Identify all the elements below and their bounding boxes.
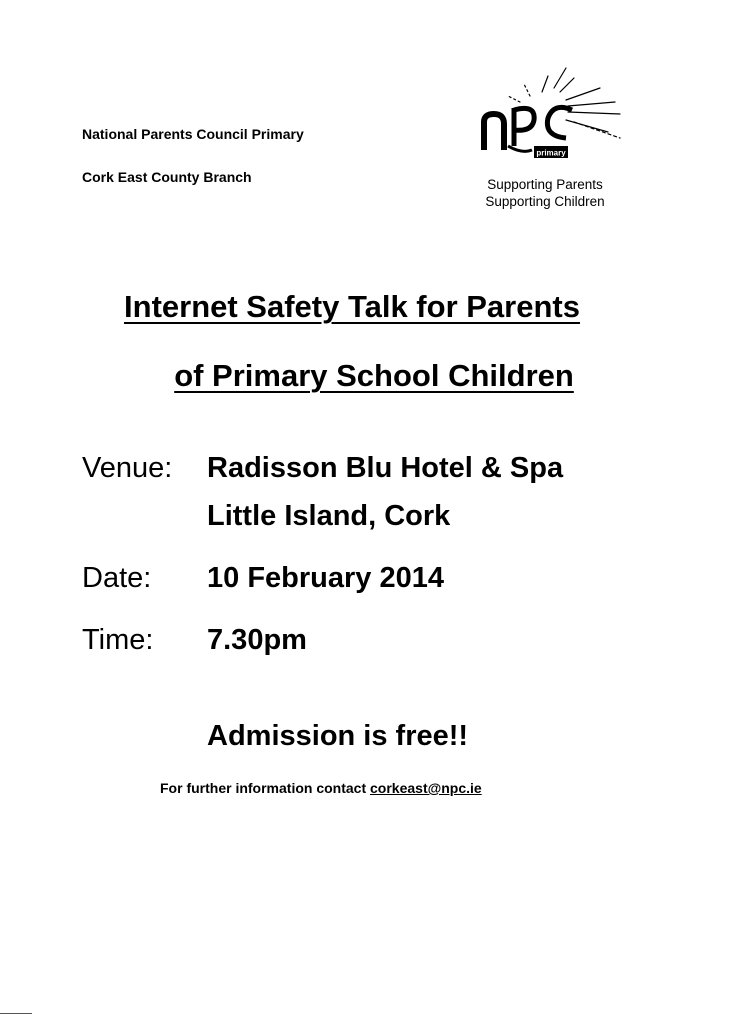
time-value: 7.30pm <box>207 624 307 656</box>
scan-mark <box>0 1013 32 1014</box>
date-value: 10 February 2014 <box>207 562 444 594</box>
time-label: Time: <box>82 624 154 656</box>
venue-label: Venue: <box>82 452 173 484</box>
admission-note: Admission is free!! <box>207 720 469 752</box>
branch-name: Cork East County Branch <box>82 169 252 185</box>
org-name: National Parents Council Primary <box>82 126 304 142</box>
venue-name: Radisson Blu Hotel & Spa <box>207 452 564 484</box>
tagline-children: Supporting Children <box>485 194 605 209</box>
venue-location: Little Island, Cork <box>207 500 451 532</box>
date-label: Date: <box>82 562 152 594</box>
svg-text:primary: primary <box>536 148 566 158</box>
npc-logo <box>470 62 630 172</box>
contact-email-link[interactable]: corkeast@npc.ie <box>370 780 482 796</box>
contact-line <box>160 780 482 796</box>
title-line-1: Internet Safety Talk for Parents <box>124 289 580 324</box>
title-line-2: of Primary School Children <box>174 358 574 393</box>
contact-text: For further information contact <box>160 780 367 796</box>
tagline-parents: Supporting Parents <box>487 177 603 192</box>
